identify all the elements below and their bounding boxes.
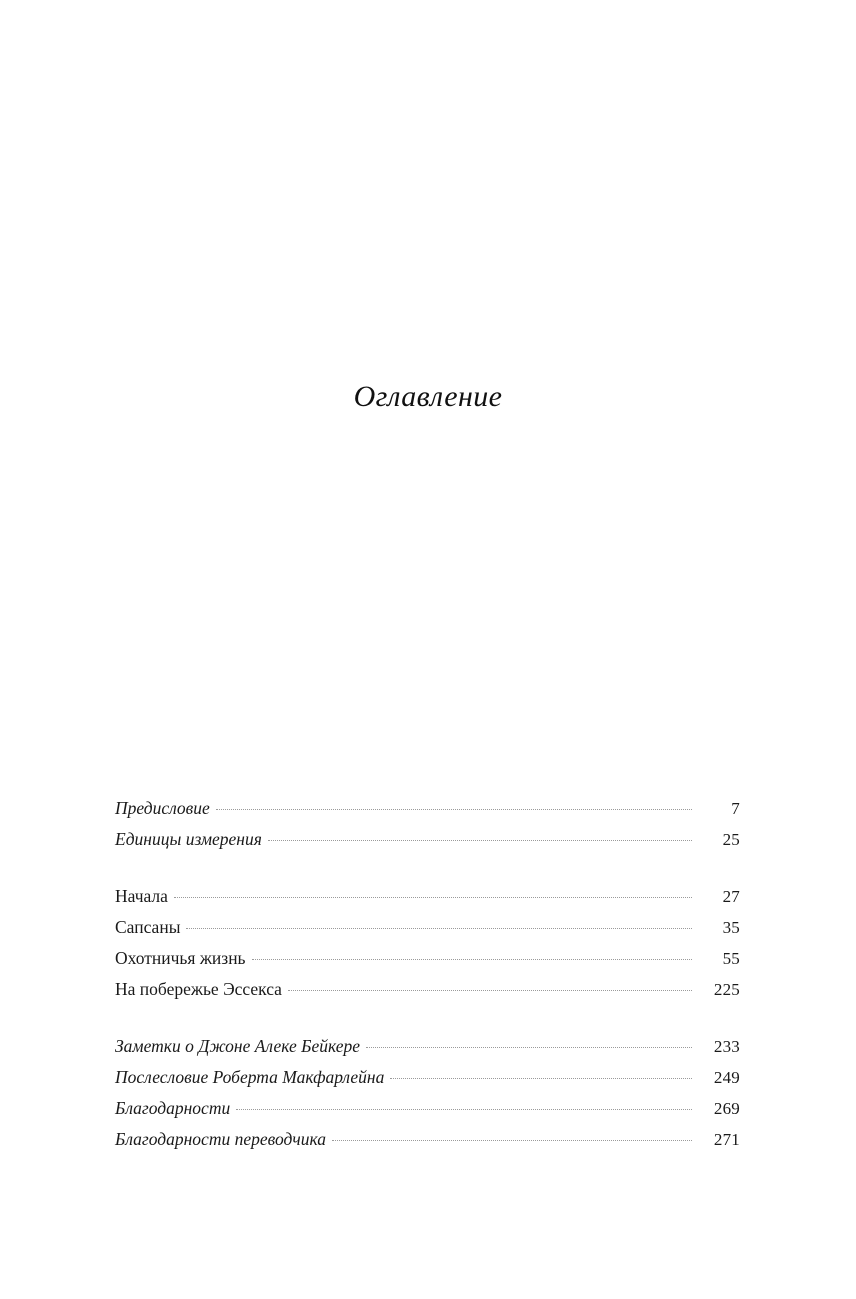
toc-entry[interactable] — [115, 1124, 740, 1155]
dot-leader — [268, 839, 692, 841]
toc-entry-label: Благодарности переводчика — [115, 1129, 326, 1149]
toc-entry[interactable] — [115, 824, 740, 855]
dot-leader — [236, 1108, 692, 1110]
toc-entry[interactable] — [115, 912, 740, 943]
dot-leader — [366, 1046, 692, 1048]
toc-group-front-matter — [115, 793, 740, 855]
dot-leader — [174, 896, 692, 898]
toc-entry-label: Охотничья жизнь — [115, 948, 246, 968]
toc-entry-page: 233 — [713, 1037, 740, 1056]
dot-leader — [390, 1077, 692, 1079]
toc-entry[interactable] — [115, 1093, 740, 1124]
toc-entry-page: 225 — [713, 980, 740, 999]
page-title: Оглавление — [353, 380, 503, 413]
toc-entry-label: Послесловие Роберта Макфарлейна — [115, 1067, 385, 1087]
toc-entry[interactable] — [115, 1031, 740, 1062]
dot-leader — [288, 989, 692, 991]
dot-leader — [332, 1139, 692, 1141]
toc-entry-label: Сапсаны — [115, 917, 181, 937]
dot-leader — [216, 808, 692, 810]
toc-entry-page: 25 — [722, 830, 740, 849]
toc-entry-label: На побережье Эссекса — [115, 979, 282, 999]
toc-entry-label: Предисловие — [115, 798, 210, 818]
toc-entry-label: Единицы измерения — [115, 829, 262, 849]
toc-group-back-matter — [115, 1031, 740, 1155]
toc-entry[interactable] — [115, 974, 740, 1005]
toc-entry[interactable] — [115, 881, 740, 912]
dot-leader — [252, 958, 692, 960]
toc-entry[interactable] — [115, 1062, 740, 1093]
toc-entry-label: Заметки о Джоне Алеке Бейкере — [115, 1036, 361, 1056]
toc-group-main-chapters — [115, 881, 740, 1005]
toc-entry-page: 249 — [713, 1068, 740, 1087]
dot-leader — [186, 927, 692, 929]
toc-entry-page: 27 — [722, 887, 740, 906]
table-of-contents — [115, 793, 740, 1155]
toc-entry-label: Благодарности — [115, 1098, 231, 1118]
toc-entry-page: 271 — [713, 1130, 740, 1149]
toc-entry-page: 269 — [713, 1099, 740, 1118]
toc-entry-page: 55 — [722, 949, 740, 968]
toc-entry-page: 35 — [722, 918, 740, 937]
toc-entry[interactable] — [115, 943, 740, 974]
toc-entry[interactable] — [115, 793, 740, 824]
toc-entry-label: Начала — [115, 886, 168, 906]
toc-entry-page: 7 — [731, 799, 740, 818]
